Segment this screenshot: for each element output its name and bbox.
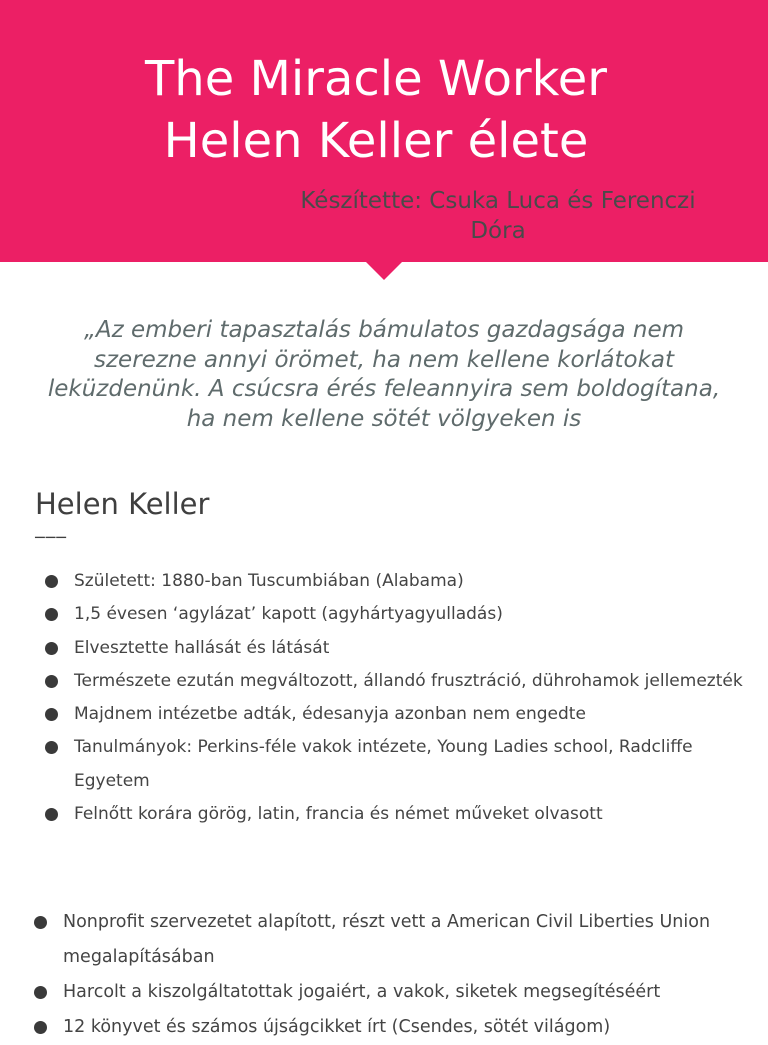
quote-block — [40, 316, 728, 432]
list-item — [45, 565, 745, 598]
list-item-text: Nonprofit szervezetet alapított, részt vett a American Civil Liberties Union megalapításában — [63, 912, 711, 967]
page-title — [0, 48, 752, 172]
list-item — [45, 598, 745, 631]
section-rule: ─── — [35, 528, 67, 547]
list-item-text: Majdnem intézetbe adták, édesanyja azonban nem engedte — [74, 704, 586, 725]
list-item — [45, 798, 745, 831]
list-item-text: Felnőtt korára görög, latin, francia és német műveket olvasott — [74, 804, 603, 825]
list-item-text: Született: 1880-ban Tuscumbiában (Alabama) — [74, 571, 464, 591]
bullet-icon — [45, 575, 58, 588]
list-item-text: 12 könyvet és számos újságcikket írt (Csendes, sötét világom) — [63, 1017, 611, 1037]
list-item — [45, 632, 745, 665]
list-item-text: Elvesztette hallását és látását — [74, 637, 330, 658]
achievements-list — [34, 905, 754, 1045]
bullet-icon — [45, 642, 58, 655]
facts-list — [45, 565, 745, 831]
list-item-text: Harcolt a kiszolgáltatottak jogaiért, a vakok, siketek megsegítéséért — [63, 982, 661, 1002]
list-item — [34, 905, 754, 975]
bullet-icon — [45, 675, 58, 688]
list-item-text: 1,5 évesen ‘agylázat’ kapott (agyhártyagyulladás) — [74, 604, 503, 625]
list-item — [45, 698, 745, 731]
section-title: Helen Keller — [35, 487, 210, 521]
bullet-icon — [45, 608, 58, 621]
list-item — [45, 731, 745, 798]
bullet-icon — [45, 741, 58, 754]
bullet-icon — [45, 708, 58, 721]
author-subtitle: Készítette: Csuka Luca és Ferenczi Dóra — [300, 188, 696, 244]
title-line-2: Helen Keller élete — [163, 113, 589, 169]
list-item — [34, 1010, 754, 1045]
list-item-text: Természete ezután megváltozott, állandó frusztráció, dührohamok jellemezték — [74, 670, 743, 691]
title-banner — [0, 0, 768, 262]
list-item — [45, 665, 745, 698]
bullet-icon — [45, 808, 58, 821]
bullet-icon — [34, 1021, 47, 1034]
bullet-icon — [34, 916, 47, 929]
list-item — [34, 975, 754, 1010]
bullet-icon — [34, 986, 47, 999]
list-item-text: Tanulmányok: Perkins-féle vakok intézete, Young Ladies school, Radcliffe Egyetem — [74, 737, 693, 791]
banner-pointer — [366, 262, 402, 280]
quote-text: „Az emberi tapasztalás bámulatos gazdagsága nem szerezne annyi örömet, ha nem kellene korlátokat leküzdenünk. A csúcsra érés feleannyira sem boldogítana, ha nem kellene sötét völgyeken is — [47, 317, 721, 432]
title-line-1: The Miracle Worker — [144, 51, 608, 107]
